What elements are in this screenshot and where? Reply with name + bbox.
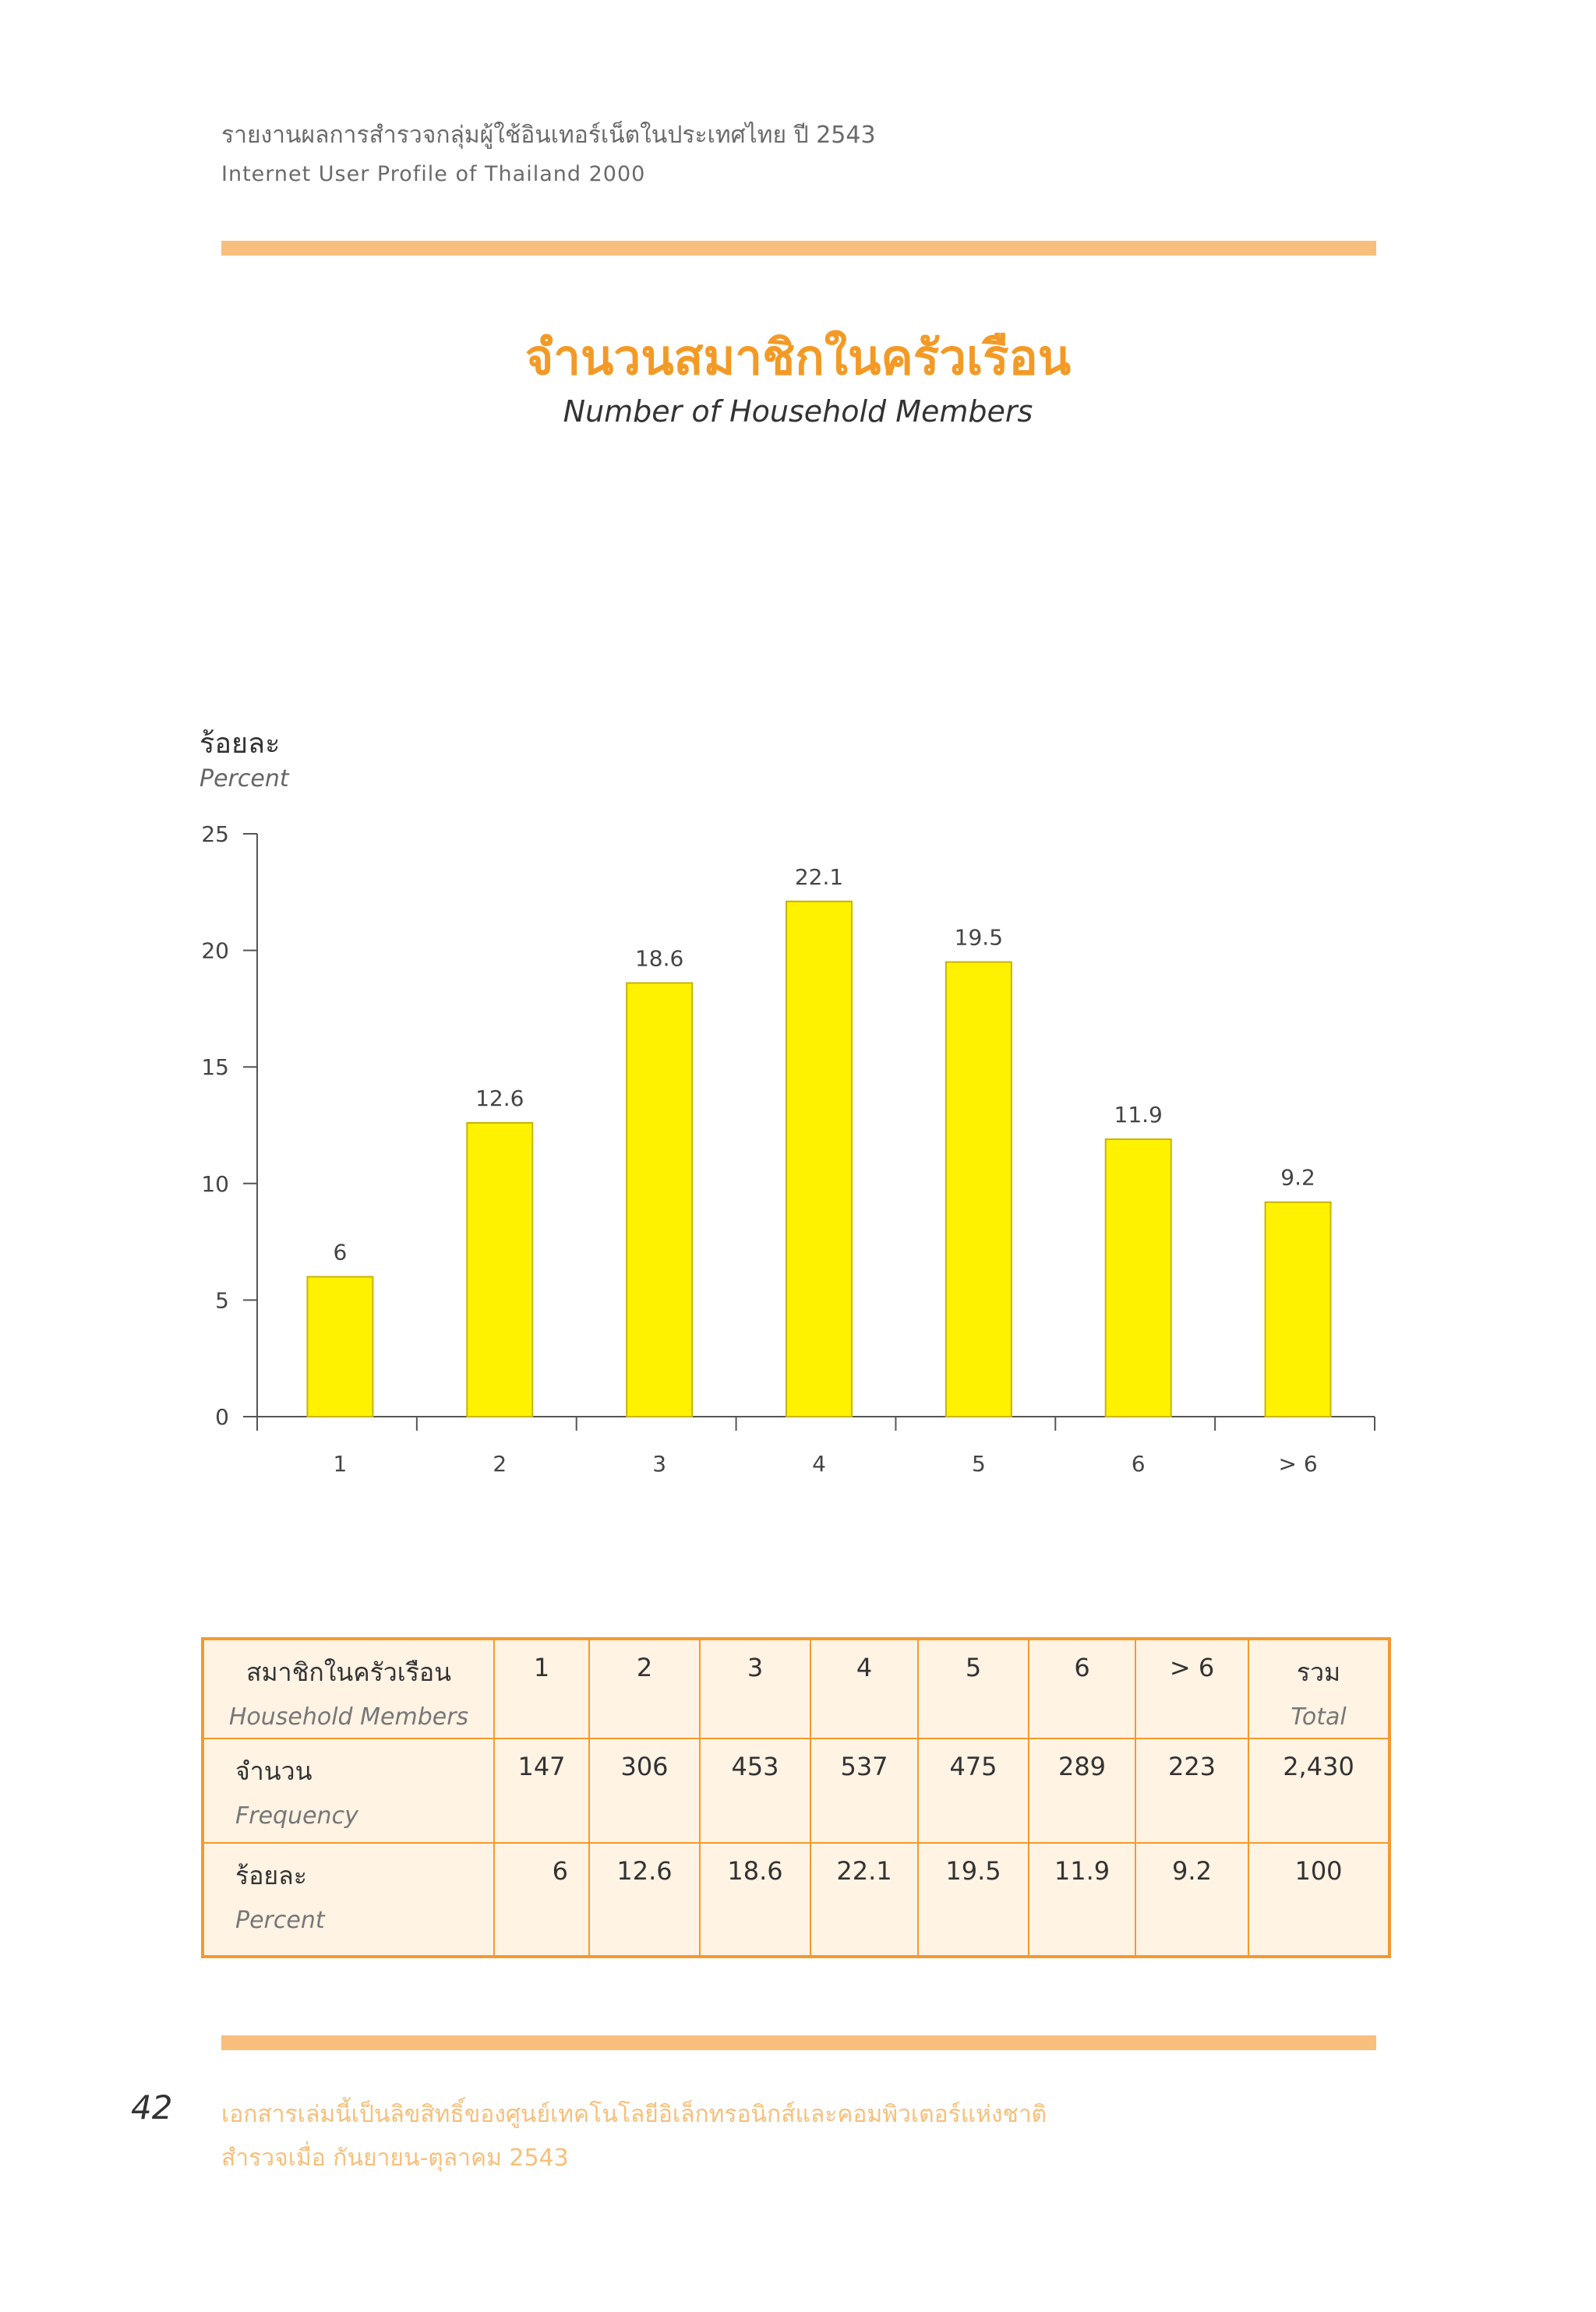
table-cell: 306 <box>589 1738 700 1843</box>
table-header-cell: 1 <box>494 1639 589 1738</box>
table-cell: 475 <box>918 1738 1029 1843</box>
y-axis-label-thai: ร้อยละ <box>200 728 281 760</box>
row-label-english: Percent <box>235 1907 325 1934</box>
y-tick-label: 10 <box>201 1170 229 1197</box>
table-header-label-english: Household Members <box>228 1703 469 1731</box>
bar-value-label: 6 <box>333 1239 348 1265</box>
y-tick-label: 5 <box>215 1287 229 1314</box>
table-cell: 147 <box>494 1738 589 1843</box>
table-cell-total: 2,430 <box>1248 1738 1389 1843</box>
table-cell: 11.9 <box>1029 1843 1135 1957</box>
table-cell: 453 <box>700 1738 810 1843</box>
copyright-note: เอกสารเล่มนี้เป็นลิขสิทธิ์ของศูนย์เทคโนโลยีอิเล็กทรอนิกส์และคอมพิวเตอร์แห่งชาติ <box>221 2101 1047 2128</box>
table-header-total <box>1248 1639 1389 1738</box>
row-label <box>203 1843 494 1957</box>
bar-value-label: 12.6 <box>475 1085 524 1112</box>
running-header-english: Internet User Profile of Thailand 2000 <box>221 162 646 186</box>
running-header-thai: รายงานผลการสำรวจกลุ่มผู้ใช้อินเทอร์เน็ตในประเทศไทย ปี 2543 <box>221 122 876 149</box>
x-tick-label: 1 <box>333 1451 348 1477</box>
figure-title-thai: จำนวนสมาชิกในครัวเรือน <box>524 329 1072 386</box>
bar-chart <box>0 803 1596 1504</box>
x-tick-label: 6 <box>1131 1451 1146 1477</box>
bar <box>307 1276 373 1417</box>
bar-value-label: 18.6 <box>634 945 684 972</box>
y-tick-label: 15 <box>201 1054 229 1081</box>
top-divider <box>221 241 1376 256</box>
x-tick-label: > 6 <box>1278 1451 1318 1477</box>
table-cell: 19.5 <box>918 1843 1029 1957</box>
table-header-label-thai: สมาชิกในครัวเรือน <box>246 1657 451 1687</box>
y-axis-label-english: Percent <box>200 765 289 792</box>
page-number: 42 <box>131 2088 173 2127</box>
row-label-thai: ร้อยละ <box>235 1861 307 1890</box>
bar-value-label: 19.5 <box>954 924 1004 951</box>
table-cell: 12.6 <box>589 1843 700 1957</box>
table-header-cell: 5 <box>918 1639 1029 1738</box>
bar <box>1266 1202 1331 1417</box>
table-header-row <box>203 1639 1389 1738</box>
bar <box>946 962 1012 1417</box>
table-row-frequency <box>203 1738 1389 1843</box>
table-cell: 223 <box>1135 1738 1248 1843</box>
bar <box>1106 1139 1171 1417</box>
survey-date-note: สำรวจเมื่อ กันยายน-ตุลาคม 2543 <box>221 2144 569 2172</box>
bar-value-label: 9.2 <box>1280 1164 1315 1191</box>
table-header-cell: 3 <box>700 1639 810 1738</box>
x-tick-label: 5 <box>971 1451 986 1477</box>
table-cell: 537 <box>810 1738 918 1843</box>
table-header-total-thai: รวม <box>1296 1657 1341 1687</box>
x-tick-label: 4 <box>812 1451 826 1477</box>
row-label <box>203 1738 494 1843</box>
table-cell: 22.1 <box>810 1843 918 1957</box>
table-header-cell: 2 <box>589 1639 700 1738</box>
table-header-total-english: Total <box>1291 1703 1347 1731</box>
bar <box>627 983 692 1417</box>
table-cell: 6 <box>494 1843 589 1957</box>
row-label-thai: จำนวน <box>235 1756 312 1786</box>
table-header-label <box>203 1639 494 1738</box>
table-header-cell: > 6 <box>1135 1639 1248 1738</box>
table-cell-total: 100 <box>1248 1843 1389 1957</box>
figure-title-english: Number of Household Members <box>563 394 1033 429</box>
table-header-cell: 4 <box>810 1639 918 1738</box>
data-table <box>201 1637 1391 1958</box>
bar-value-label: 22.1 <box>794 863 844 890</box>
bar-value-label: 11.9 <box>1114 1101 1163 1128</box>
y-tick-label: 20 <box>201 937 229 964</box>
bar <box>786 902 852 1417</box>
table-cell: 18.6 <box>700 1843 810 1957</box>
bar <box>467 1123 532 1417</box>
table-header-cell: 6 <box>1029 1639 1135 1738</box>
row-label-english: Frequency <box>235 1802 358 1830</box>
x-tick-label: 3 <box>652 1451 667 1477</box>
y-tick-label: 0 <box>215 1404 229 1430</box>
table-cell: 9.2 <box>1135 1843 1248 1957</box>
bottom-divider <box>221 2035 1376 2050</box>
table-row-percent <box>203 1843 1389 1957</box>
table-cell: 289 <box>1029 1738 1135 1843</box>
x-tick-label: 2 <box>493 1451 507 1477</box>
y-tick-label: 25 <box>201 821 229 847</box>
